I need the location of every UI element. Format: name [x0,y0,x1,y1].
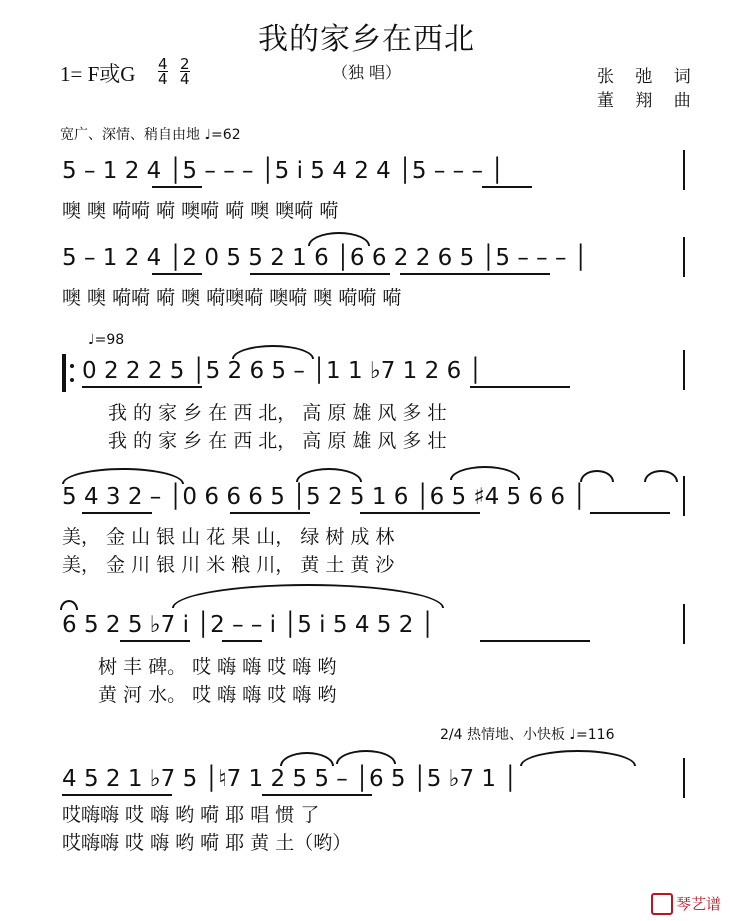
underline-beam [152,273,202,275]
repeat-dot [70,364,74,368]
song-subtitle: （独 唱） [331,63,402,82]
underline-beam [62,794,172,796]
slur [450,466,520,480]
lyric-line-3a: 我 的 家 乡 在 西 北， 高 原 雄 风 多 壮 [108,402,447,424]
tempo-mark-3: 2/4 热情地、小快板 ♩=116 [440,727,615,743]
key-signature: 1= F或G [60,62,136,86]
slur [580,470,614,482]
slur [520,750,636,766]
underline-beam [152,186,202,188]
underline-beam [120,640,190,642]
lyric-line-2: 噢 噢 嗬嗬 嗬 噢 嗬噢嗬 噢嗬 噢 嗬嗬 嗬 [62,287,402,309]
underline-beam [82,512,152,514]
end-barline [683,237,685,277]
song-title: 我的家乡在西北 [258,22,475,57]
notation-line-5: 6 5 2 5 ♭7 i │2 – – i │5 i 5 4 5 2 │ [62,612,435,638]
slur [172,584,444,608]
underline-beam [400,273,550,275]
underline-beam [250,273,390,275]
tempo-mark-1: 宽广、深情、稍自由地 ♩=62 [60,127,241,143]
lyric-line-6a: 哎嗨嗨 哎 嗨 哟 嗬 耶 唱 惯 了 [62,804,320,826]
end-barline [683,758,685,798]
lyric-line-6b: 哎嗨嗨 哎 嗨 哟 嗬 耶 黄 土（哟） [62,832,352,854]
time-signature-2-4 [180,57,190,86]
underline-beam [262,794,372,796]
composer-credit: 董 翔 曲 [597,91,699,111]
slur [336,750,396,764]
lyric-line-3b: 我 的 家 乡 在 西 北， 高 原 雄 风 多 壮 [108,430,447,452]
lyric-line-5a: 树 丰 碑。 哎 嗨 嗨 哎 嗨 哟 [98,656,337,678]
underline-beam [82,386,202,388]
time-sig-denominator: 4 [180,70,190,88]
end-barline [683,476,685,516]
slur [308,232,370,246]
repeat-start-bar [62,354,66,392]
underline-beam [590,512,670,514]
site-watermark [651,893,721,916]
slur [232,345,314,359]
end-barline [683,604,685,644]
lyric-line-4a: 美， 金 山 银 山 花 果 山， 绿 树 成 林 [62,526,395,548]
slur [60,600,78,610]
lyric-line-5b: 黄 河 水。 哎 嗨 嗨 哎 嗨 哟 [98,684,337,706]
repeat-dot [70,378,74,382]
notation-line-1: 5 – 1 2 4 │5 – – – │5 i 5 4 2 4 │5 – – – │ [62,158,505,184]
lyricist-credit: 张 弛 词 [597,67,699,87]
underline-beam [480,640,590,642]
underline-beam [222,640,262,642]
end-barline [683,350,685,390]
end-barline [683,150,685,190]
time-sig-denominator: 4 [158,70,168,88]
notation-line-3: 0 2 2 2 5 │5 2 6 5 – │1 1 ♭7 1 2 6 │ [82,358,483,384]
underline-beam [482,186,532,188]
underline-beam [360,512,480,514]
notation-line-2: 5 – 1 2 4 │2 0 5 5 2 1 6 │6 6 2 2 6 5 │5 – – – │ [62,245,588,271]
slur [62,468,184,484]
logo-icon [651,893,673,915]
time-sig-numerator: 4 [158,55,168,73]
slur [280,752,334,766]
slur [296,468,362,482]
watermark-text: 琴艺谱 [675,894,721,913]
notation-line-6: 4 5 2 1 ♭7 5 │♮7 1 2 5 5 – │6 5 │5 ♭7 1 │ [62,766,518,792]
underline-beam [230,512,310,514]
slur [644,470,678,482]
lyric-line-1: 噢 噢 嗬嗬 嗬 噢嗬 嗬 噢 噢嗬 嗬 [62,200,339,222]
time-sig-numerator: 2 [180,55,190,73]
lyric-line-4b: 美， 金 川 银 川 米 粮 川， 黄 土 黄 沙 [62,554,395,576]
tempo-mark-2: ♩=98 [88,332,125,348]
time-signature-4-4 [158,57,168,86]
notation-line-4: 5 4 3 2 – │0 6 6 6 5 │5 2 5 1 6 │6 5 ♯4 5 6 6 │ [62,484,587,510]
underline-beam [470,386,570,388]
